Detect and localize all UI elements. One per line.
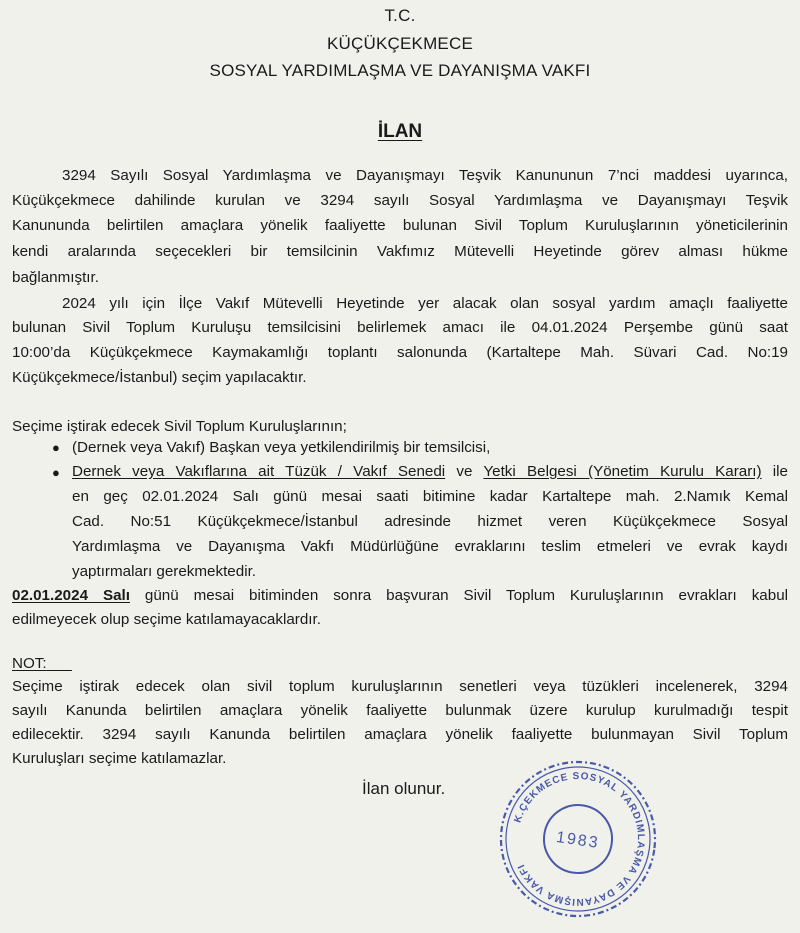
paragraph2-line2: bulunan Sivil Toplum Kuruluşu temsilcisini belirlemek amacı ile 04.01.2024 Perşembe günü saat	[12, 319, 788, 336]
paragraph1-line2: Küçükçekmece dahilinde kurulan ve 3294 sayılı Sosyal Yardımlaşma ve Dayanışmayı Teşvik	[12, 192, 788, 209]
paragraph1-line4: kendi aralarında seçecekleri bir temsilcinin Vakfımız Mütevelli Heyetinde görev alması hükme	[12, 243, 788, 260]
bullet-marker: ●	[52, 440, 60, 455]
paragraph1-line3: Kanununda belirtilen amaçlara yönelik faaliyette bulunan Sivil Toplum Kuruluşlarının yöneticilerinin	[12, 217, 788, 234]
bylaws-document: Dernek veya Vakıflarına ait Tüzük / Vakıf Senedi	[72, 463, 446, 480]
paragraph2-line1: 2024 yılı için İlçe Vakıf Mütevelli Heyetinde yer alacak olan sosyal yardım amaçlı faaliyette	[62, 295, 788, 312]
foundation-seal-stamp	[497, 758, 659, 920]
deadline-line1: 02.01.2024 Salı günü mesai bitiminden sonra başvuran Sivil Toplum Kuruluşlarının evrakları kabul	[12, 587, 789, 604]
seal-ring-text: K.ÇEKMECE SOSYAL YARDIMLAŞMA VE DAYANIŞMA VAKFI	[512, 770, 647, 908]
note-line1: Seçime iştirak edecek olan sivil toplum kuruluşlarının senetleri veya tüzükleri incelenerek, 3294	[12, 678, 788, 695]
note-label: NOT:	[12, 655, 47, 672]
note-line3: edilecektir. 3294 sayılı Kanunda belirtilen amaçlara yönelik faaliyette bulunmayan Sivil Toplum	[12, 726, 788, 743]
paragraph2-line3: 10:00’da Küçükçekmece Kaymakamlığı toplantı salonunda (Kartaltepe Mah. Süvari Cad. No:19	[12, 344, 788, 361]
bullet-marker: ●	[52, 465, 60, 480]
bullet2-line4: Yardımlaşma ve Dayanışma Vakfı Müdürlüğüne evraklarını teslim etmeleri ve evrak kaydı	[72, 538, 788, 555]
paragraph1-line1: 3294 Sayılı Sosyal Yardımlaşma ve Dayanışmayı Teşvik Kanununun 7’nci maddesi uyarınca,	[62, 167, 788, 184]
paragraph2-line4: Küçükçekmece/İstanbul) seçim yapılacaktır.	[12, 369, 307, 386]
deadline-line2: edilmeyecek olup seçime katılamayacaklardır.	[12, 611, 321, 628]
paragraph1-line5: bağlanmıştır.	[12, 269, 99, 286]
deadline-date: 02.01.2024 Salı	[12, 587, 130, 604]
bullet2-line5: yaptırmaları gerekmektedir.	[72, 563, 257, 580]
header-foundation: SOSYAL YARDIMLAŞMA VE DAYANIŞMA VAKFI	[209, 61, 591, 80]
seal-year: 1983	[555, 829, 601, 852]
header-tc: T.C.	[384, 6, 416, 25]
bullet2-line3: Cad. No:51 Küçükçekmece/İstanbul adresinde hizmet veren Küçükçekmece Sosyal	[72, 513, 788, 530]
note-line2: sayılı Kanunda belirtilen amaçlara yönelik faaliyette bulunmak üzere kurulup kurulmadığı tespit	[12, 702, 788, 719]
note-line4: Kuruluşları seçime katılamazlar.	[12, 750, 227, 767]
closing-text: İlan olunur.	[362, 779, 446, 798]
bullet2-line1: Dernek veya Vakıflarına ait Tüzük / Vakıf Senedi ve Yetki Belgesi (Yönetim Kurulu Kararı) ile	[72, 463, 788, 480]
page-title: İLAN	[377, 121, 423, 142]
requirements-intro: Seçime iştirak edecek Sivil Toplum Kuruluşlarının;	[12, 418, 347, 435]
bullet1-text: (Dernek veya Vakıf) Başkan veya yetkilendirilmiş bir temsilcisi,	[72, 439, 491, 456]
header-district: KÜÇÜKÇEKMECE	[327, 34, 473, 53]
authorization-document: Yetki Belgesi (Yönetim Kurulu Kararı)	[483, 463, 762, 480]
bullet2-line2: en geç 02.01.2024 Salı günü mesai saati bitimine kadar Kartaltepe mah. 2.Namık Kemal	[72, 488, 788, 505]
